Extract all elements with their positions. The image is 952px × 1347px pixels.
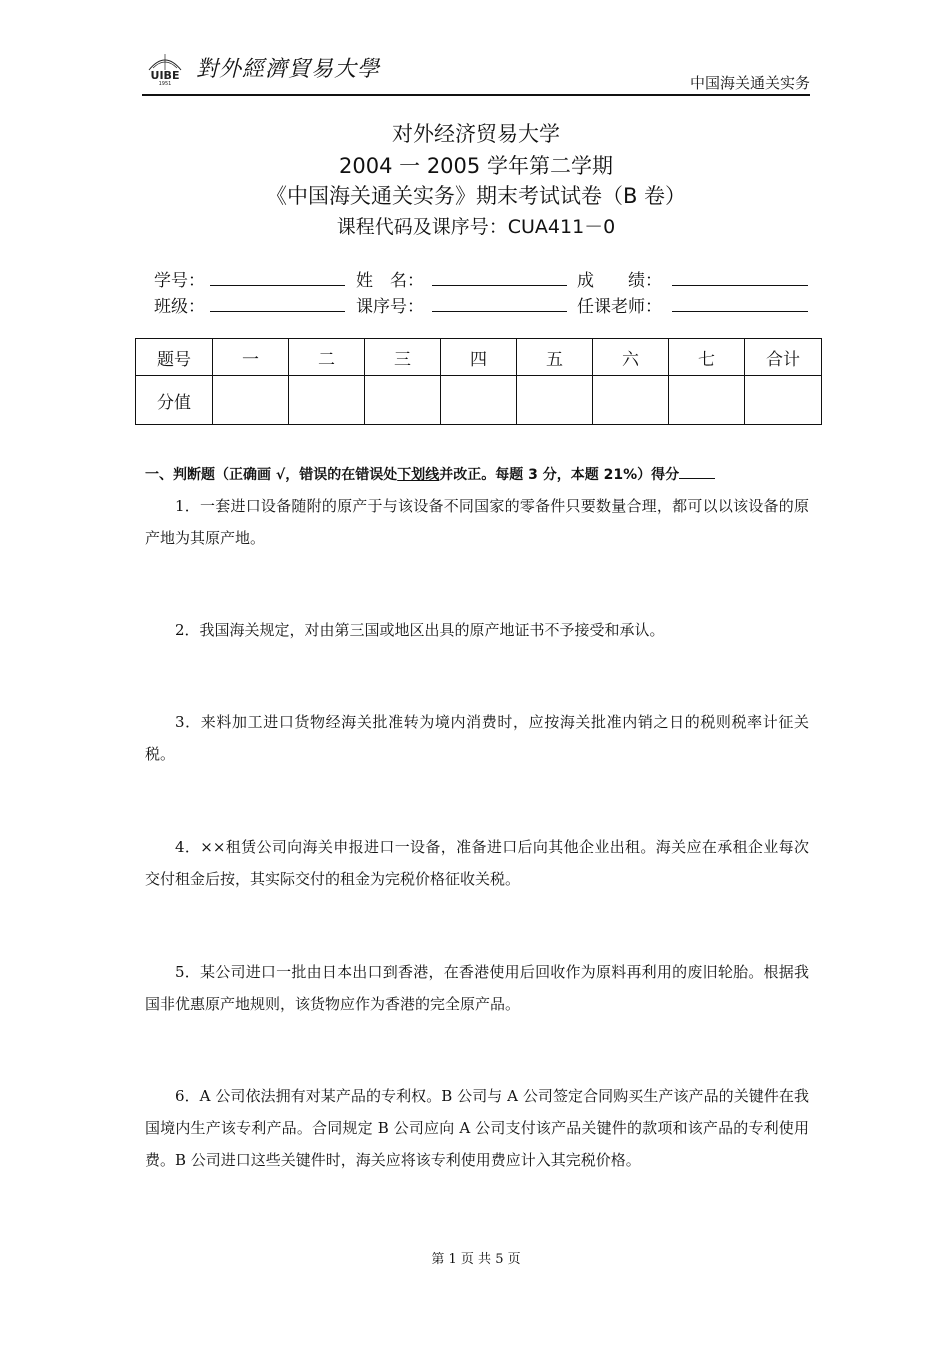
page-number: 第 1 页 共 5 页 bbox=[431, 1252, 521, 1267]
semester-title: 2004 一 2005 学年第二学期 bbox=[339, 154, 613, 178]
column-header: 三 bbox=[365, 339, 441, 376]
class-label: 班级： bbox=[154, 297, 205, 317]
logo-text: UIBE bbox=[150, 69, 180, 82]
grade-field[interactable] bbox=[672, 285, 808, 286]
question-5 bbox=[145, 956, 809, 1020]
university-logo bbox=[143, 48, 187, 86]
name-label: 姓 名： bbox=[356, 271, 424, 291]
score-cell[interactable] bbox=[593, 376, 669, 425]
course-seq-field[interactable] bbox=[432, 311, 567, 312]
score-cell[interactable] bbox=[517, 376, 593, 425]
question-text: 2．我国海关规定，对由第三国或地区出具的原产地证书不予接受和承认。 bbox=[175, 621, 665, 639]
header-course-name: 中国海关通关实务 bbox=[689, 74, 810, 92]
section-heading bbox=[145, 464, 715, 484]
score-table-value-row bbox=[136, 376, 822, 425]
question-text: 3．来料加工进口货物经海关批准转为境内消费时，应按海关批准内销之日的税则税率计征关税。 bbox=[145, 713, 809, 763]
column-header: 四 bbox=[441, 339, 517, 376]
score-cell[interactable] bbox=[365, 376, 441, 425]
score-total-cell[interactable] bbox=[745, 376, 822, 425]
score-table bbox=[135, 338, 822, 425]
name-field[interactable] bbox=[432, 285, 567, 286]
question-3 bbox=[145, 706, 809, 770]
section-heading-text: 一、判断题（正确画 √，错误的在错误处 bbox=[145, 467, 398, 483]
score-cell[interactable] bbox=[441, 376, 517, 425]
column-header: 五 bbox=[517, 339, 593, 376]
column-header: 二 bbox=[289, 339, 365, 376]
question-text: 1．一套进口设备随附的原产于与该设备不同国家的零备件只要数量合理，都可以以该设备的原产地为其原产地。 bbox=[145, 497, 809, 547]
section-heading-underlined: 下划线 bbox=[397, 467, 440, 483]
exam-title: 《中国海关通关实务》期末考试试卷（B 卷） bbox=[265, 184, 687, 208]
university-title: 对外经济贸易大学 bbox=[392, 122, 560, 146]
class-field[interactable] bbox=[210, 311, 345, 312]
section-heading-text-rest: 并改正。每题 3 分，本题 21%）得分 bbox=[439, 467, 680, 483]
question-1 bbox=[145, 490, 809, 554]
question-2 bbox=[145, 614, 809, 646]
score-table-header-row bbox=[136, 339, 822, 376]
score-cell[interactable] bbox=[669, 376, 745, 425]
logo-year: 1951 bbox=[158, 81, 172, 86]
course-seq-label: 课序号： bbox=[356, 297, 424, 317]
header-divider bbox=[142, 94, 810, 96]
question-text: 5．某公司进口一批由日本出口到香港，在香港使用后回收作为原料再利用的废旧轮胎。根据我国非优惠原产地规则，该货物应作为香港的完全原产品。 bbox=[145, 963, 809, 1013]
column-header: 七 bbox=[669, 339, 745, 376]
question-text: 4．××租赁公司向海关申报进口一设备，准备进口后向其他企业出租。海关应在承租企业每次交付租金后按，其实际交付的租金为完税价格征收关税。 bbox=[145, 838, 809, 888]
total-header: 合计 bbox=[745, 339, 822, 376]
section-score-blank[interactable] bbox=[679, 464, 715, 479]
column-header: 六 bbox=[593, 339, 669, 376]
question-number-header: 题号 bbox=[136, 339, 213, 376]
question-text: 6．A 公司依法拥有对某产品的专利权。B 公司与 A 公司签定合同购买生产该产品的关键件在我国境内生产该专利产品。合同规定 B 公司应向 A 公司支付该产品关键件的款项和该产品的专利使用费。B 公司进口这些关键件时，海关应将该专利使用费应计入其完税价格。 bbox=[145, 1087, 809, 1169]
course-code-title: 课程代码及课序号：CUA411－0 bbox=[336, 216, 616, 238]
column-header: 一 bbox=[213, 339, 289, 376]
teacher-field[interactable] bbox=[672, 311, 808, 312]
student-id-label: 学号： bbox=[154, 271, 205, 291]
university-name-script: 對外經濟貿易大學 bbox=[196, 57, 381, 82]
student-id-field[interactable] bbox=[210, 285, 345, 286]
teacher-label: 任课老师： bbox=[577, 297, 662, 317]
question-4 bbox=[145, 831, 809, 895]
score-cell[interactable] bbox=[213, 376, 289, 425]
question-6 bbox=[145, 1080, 809, 1176]
score-cell[interactable] bbox=[289, 376, 365, 425]
grade-label: 成 绩： bbox=[577, 271, 662, 291]
score-value-header: 分值 bbox=[136, 376, 213, 425]
